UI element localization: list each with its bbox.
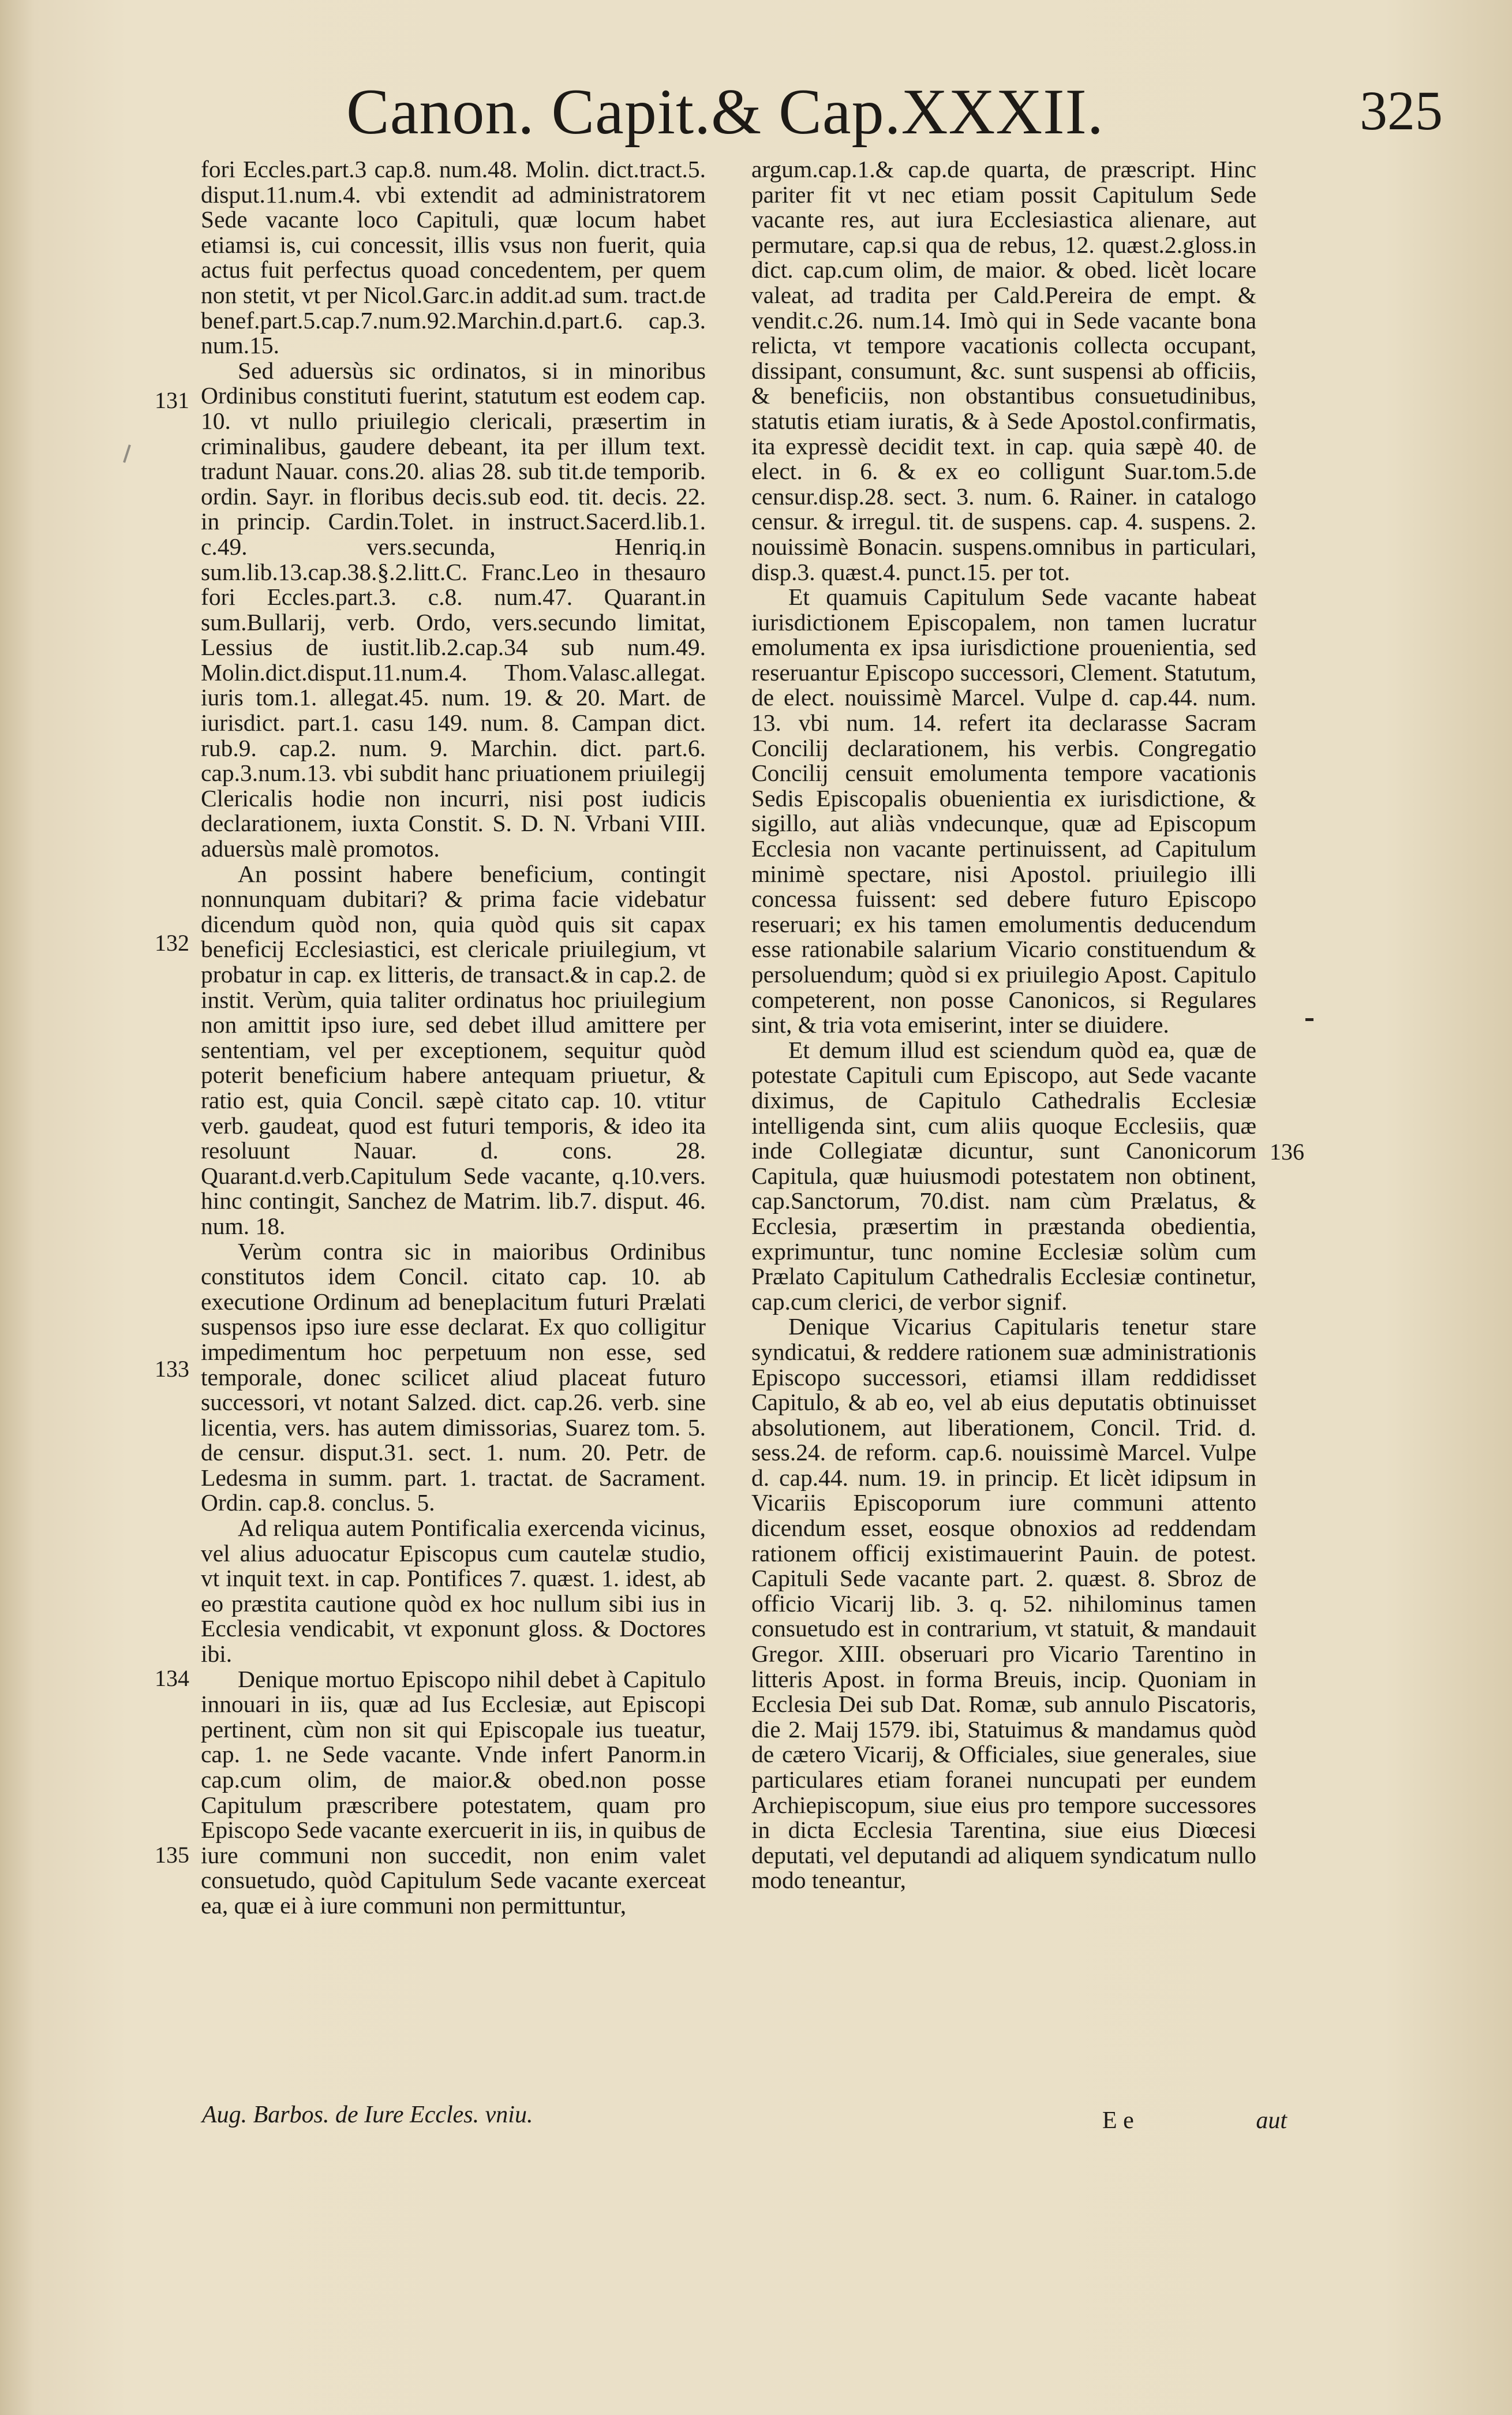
margin-number-136: 136: [1270, 1139, 1304, 1165]
paragraph-134: Ad reliqua autem Pontificalia exercenda vicinus, vel alius aduocatur Episcopus cum cautelæ studio, vt inquit text. in cap. Pontifices 7. quæst. 1. idest, ab eo præstita cautione quòd ex hoc nullum sibi ius in Ecclesia vendicabit, vt exponunt gloss. & Doctores ibi.: [201, 1515, 706, 1668]
catchword: aut: [1256, 2107, 1287, 2134]
margin-number-133: 133: [155, 1356, 189, 1382]
paragraph-emolumenta: Et quamuis Capitulum Sede vacante habeat iurisdictionem Episcopalem, non tamen lucratur emolumenta ex ipsa iurisdictione prouenientia, sed reseruantur Episcopo successori, Clement. Statutum, de elect. nouissimè Marcel. Vulpe d. cap.44. num. 13. vbi num. 14. refert ita declarasse Sacram Concilij declarationem, his verbis. Congregatio Concilij censuit emolumenta tempore vacationis Sedis Episcopalis obuenientia ex iurisdictione, & sigillo, aut aliàs vndecunque, quæ ad Episcopum Ecclesia non vacante pertinuissent, ad Capitulum minimè spectare, nisi Apostol. priuilegio illi concessa fuissent: sed debere futuro Episcopo reseruari; ex his tamen emolumentis deducendum esse rationabile salarium Vicario constituendum & persoluendum; quòd si ex priuilegio Apost. Capitulo competerent, non posse Canonicos, si Regulares sint, & tria vota emiserint, inter se diuidere.: [751, 584, 1256, 1038]
paragraph-135: Denique mortuo Episcopo nihil debet à Capitulo innouari in iis, quæ ad Ius Ecclesiæ, aut Episcopi pertinent, cùm non sit qui Episcopale ius tueatur, cap. 1. ne Sede vacante. Vnde infert Panorm.in cap.cum olim, de maior.& obed.non posse Capitulum præscribere potestatem, quam pro Episcopo Sede vacante exercuerit in iis, in quibus de iure communi non succedit, non enim valet consuetudo, quòd Capitulum Sede vacante exerceat ea, quæ ei à iure communi non permittuntur,: [201, 1665, 706, 1919]
paragraph-136: Et demum illud est sciendum quòd ea, quæ de potestate Capituli cum Episcopo, aut Sede vacante diximus, de Capitulo Cathedralis Ecclesiæ intelligenda sint, cum aliis quoque Ecclesiis, quæ inde Collegiatæ dicuntur, sunt Canonicorum Capitula, quæ huiusmodi potestatem non obtinent, cap.Sanctorum, 70.dist. nam cùm Prælatus, & Ecclesia, præsertim in præstanda obedientia, exprimuntur, tunc nomine Ecclesiæ solùm cum Prælato Capitulum Cathedralis Ecclesiæ continetur, cap.cum clerici, de verbor signif.: [751, 1036, 1256, 1315]
margin-mark: [1305, 1018, 1313, 1021]
paragraph-continued-right: argum.cap.1.& cap.de quarta, de præscript. Hinc pariter fit vt nec etiam possit Capitulum Sede vacante res, aut iura Ecclesiastica alienare, aut permutare, cap.si qua de rebus, 12. quæst.2.gloss.in dict. cap.cum olim, de maior. & obed. licèt locare valeat, ad tradita per Cald.Pereira de empt. & vendit.c.26. num.14. Imò qui in Sede vacante bona relicta, vt tempore vacationis collecta occupant, dissipant, consumunt, &c. sunt suspensi ab officiis, & beneficiis, non obstantibus consuetudinibus, statutis etiam iuratis, & à Sede Apostol.confirmatis, ita expressè decidit text. in cap. quia sæpè 40. de elect. in 6. & ex eo colligunt Suar.tom.5.de censur.disp.28. sect. 3. num. 6. Rainer. in catalogo censur. & irregul. tit. de suspens. cap. 4. suspens. 2. nouissimè Bonacin. suspens.omnibus in particulari, disp.3. quæst.4. punct.15. per tot.: [751, 156, 1256, 585]
footer-right: [1102, 2107, 1287, 2141]
running-head: [346, 75, 1443, 156]
left-column: [201, 157, 706, 1919]
paragraph-vicarius: Denique Vicarius Capitularis tenetur stare syndicatui, & reddere rationem suæ administrationis Episcopo successori, etiamsi illam reddidisset Capitulo, & ab eo, vel ab eius deputatis obtinuisset absolutionem, aut liberationem, Concil. Trid. d. sess.24. de reform. cap.6. nouissimè Marcel. Vulpe d. cap.44. num. 19. in princip. Et licèt idipsum in Vicariis Episcoporum iure communi attento dicendum esset, eosque obnoxios ad reddendam rationem officij existimauerint Pauin. de potest. Capituli Sede vacante part. 2. quæst. 8. Sbroz de officio Vicarij lib. 3. q. 52. nihilominus tamen consuetudo est in contrarium, vt statuit, & mandauit Gregor. XIII. obseruari pro Vicario Tarentino in litteris Apost. in forma Breuis, incip. Quoniam in Ecclesia Dei sub Dat. Romæ, sub annulo Piscatoris, die 2. Maij 1579. ibi, Statuimus & mandamus quòd de cætero Vicarij, & Officiales, siue generales, siue particulares etiam foranei nuncupati per eundem Archiepiscopum, siue eius pro tempore successores in dicta Ecclesia Tarentina, siue eius Diœcesi deputati, vel deputandi ad aliquem syndicatum nullo modo teneantur,: [751, 1313, 1256, 1894]
signature-mark: E e: [1102, 2107, 1134, 2134]
margin-number-131: 131: [155, 387, 189, 413]
footer-signature: Aug. Barbos. de Iure Eccles. vniu.: [202, 2102, 533, 2128]
paragraph-133: Verùm contra sic in maioribus Ordinibus constitutos idem Concil. citato cap. 10. ab executione Ordinum ad beneplacitum futuri Prælati suspensos ipso iure esse declarat. Ex quo colligitur impedimentum hoc perpetuum non esse, sed temporale, donec scilicet aliud placeat futuro successori, vt notant Salzed. dict. cap.26. verb. sine licentia, vers. has autem dimissorias, Suarez tom. 5. de censur. disput.31. sect. 1. num. 20. Petr. de Ledesma in summ. part. 1. tractat. de Sacrament. Ordin. cap.8. conclus. 5.: [201, 1238, 706, 1516]
paragraph-132: An possint habere beneficium, contingit nonnunquam dubitari? & prima facie videbatur dicendum quòd non, quia quòd quis sit capax beneficij Ecclesiastici, est clericale priuilegium, vt probatur in cap. ex litteris, de transact.& in cap.2. de instit. Verùm, quia taliter ordinatus hoc priuilegium non amittit ipso iure, sed debet illud amittere per sententiam, vel per exceptionem, sequitur quòd poterit beneficium habere antequam priuetur, & ratio est, quia Concil. sæpè citato cap. 10. vtitur verb. gaudeat, quod est futuri temporis, & ideo ita resoluunt Nauar. d. cons. 28. Quarant.d.verb.Capitulum Sede vacante, q.10.vers. hinc contingit, Sanchez de Matrim. lib.7. disput. 46. num. 18.: [201, 860, 706, 1239]
right-column: [751, 157, 1256, 1893]
page-title: Canon. Capit.& Cap.XXXII.: [346, 76, 1104, 148]
paragraph-continued: fori Eccles.part.3 cap.8. num.48. Molin. dict.tract.5. disput.11.num.4. vbi extendit ad administratorem Sede vacante loco Capituli, quæ locum habet etiamsi is, cui concessit, illis vsus non fuerit, quia actus fuit perfectus quoad concedentem, per quem non stetit, vt per Nicol.Garc.in addit.ad sum. tract.de benef.part.5.cap.7.num.92.Marchin.d.part.6. cap.3. num.15.: [201, 156, 706, 359]
margin-number-132: 132: [155, 930, 189, 956]
paragraph-131: Sed aduersùs sic ordinatos, si in minoribus Ordinibus constituti fuerint, statutum est eodem cap. 10. vt nullo priuilegio clericali, præsertim in criminalibus, gaudere debeant, ita per illum text. tradunt Nauar. cons.20. alias 28. sub tit.de temporib. ordin. Sayr. in floribus decis.sub eod. tit. decis. 22. in princip. Cardin.Tolet. in instruct.Sacerd.lib.1. c.49. vers.secunda, Henriq.in sum.lib.13.cap.38.§.2.litt.C. Franc.Leo in thesauro fori Eccles.part.3. c.8. num.47. Quarant.in sum.Bullarij, verb. Ordo, vers.secundo limitat, Lessius de iustit.lib.2.cap.34 sub num.49. Molin.dict.disput.11.num.4. Thom.Valasc.allegat. iuris tom.1. allegat.45. num. 19. & 20. Mart. de iurisdict. part.1. casu 149. num. 8. Campan dict. rub.9. cap.2. num. 9. Marchin. dict. part.6. cap.3.num.13. vbi subdit hanc priuationem priuilegij Clericalis hodie non incurri, nisi post iudicis declarationem, iuxta Constit. S. D. N. Vrbani VIII. aduersùs malè promotos.: [201, 357, 706, 862]
margin-number-135: 135: [155, 1842, 189, 1868]
page-number: 325: [1360, 80, 1443, 141]
margin-number-134: 134: [155, 1665, 189, 1691]
ink-mark: [123, 444, 131, 463]
